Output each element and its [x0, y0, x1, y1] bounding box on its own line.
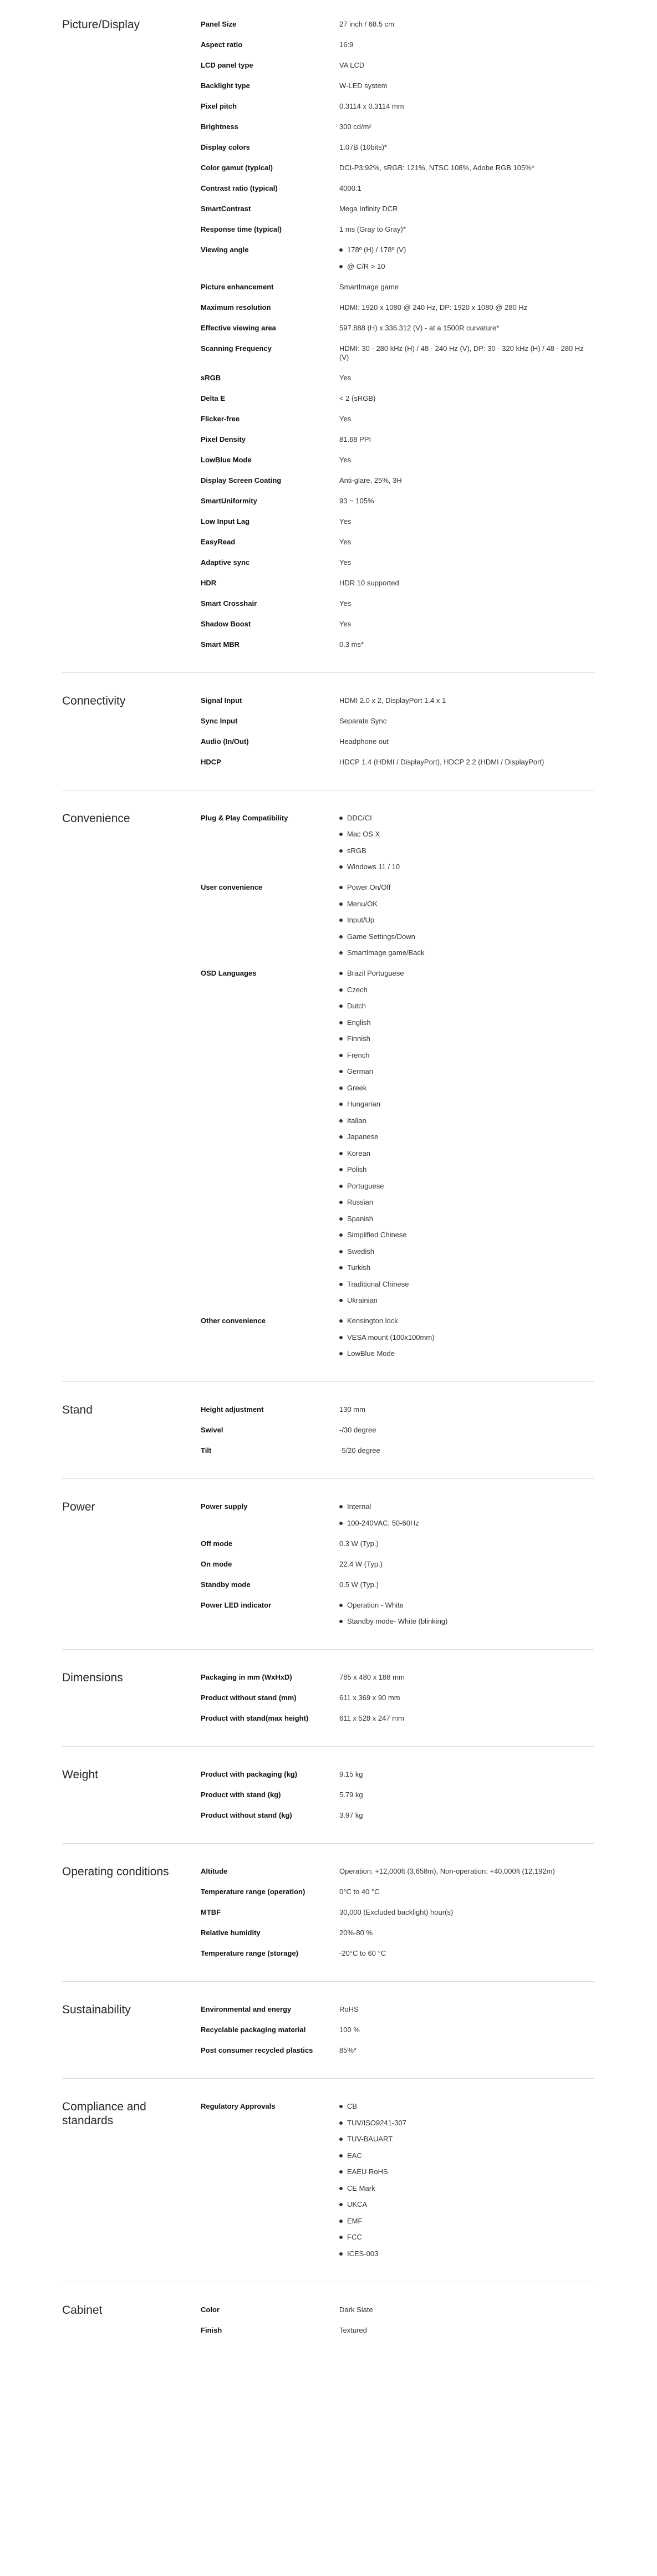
spec-label: Scanning Frequency [201, 344, 272, 353]
spec-value-list [339, 969, 594, 1305]
spec-label: HDR [201, 578, 217, 587]
section-title: Dimensions [62, 1671, 123, 1684]
spec-value: 0.3114 x 0.3114 mm [339, 102, 404, 110]
spec-label: EasyRead [201, 537, 236, 546]
spec-list-item: English [339, 1018, 594, 1027]
spec-row-regulatory-approvals [201, 2102, 594, 2258]
spec-label: Display Screen Coating [201, 476, 282, 484]
spec-row-recyclable-packaging-material [201, 2026, 594, 2034]
spec-label: LowBlue Mode [201, 455, 252, 464]
spec-rows [201, 20, 594, 649]
spec-list-item: FCC [339, 2233, 594, 2242]
spec-list-item: Mac OS X [339, 830, 594, 839]
spec-section-compliance-and-standards [62, 2102, 594, 2282]
spec-label: Swivel [201, 1426, 223, 1434]
spec-list-item: Japanese [339, 1133, 594, 1141]
spec-value: Yes [339, 414, 352, 423]
spec-list-item: Operation - White [339, 1601, 594, 1610]
spec-row-off-mode [201, 1539, 594, 1548]
spec-row-hdr [201, 579, 594, 588]
spec-list-item: TUV/ISO9241-307 [339, 2119, 594, 2128]
spec-label: Backlight type [201, 81, 250, 90]
spec-section-power [62, 1502, 594, 1650]
spec-label: sRGB [201, 373, 221, 382]
section-title: Power [62, 1501, 95, 1513]
spec-rows [201, 2102, 594, 2258]
spec-value: -20°C to 60 °C [339, 1949, 386, 1957]
spec-label: Adaptive sync [201, 558, 250, 567]
spec-value: HDCP 1.4 (HDMI / DisplayPort), HDCP 2.2 (HDMI / DisplayPort) [339, 757, 544, 766]
spec-rows [201, 1502, 594, 1626]
spec-value: 81.68 PPI [339, 435, 371, 443]
spec-list-item: French [339, 1051, 594, 1060]
spec-list-item: Swedish [339, 1247, 594, 1256]
spec-label: Post consumer recycled plastics [201, 2046, 313, 2054]
spec-row-standby-mode [201, 1580, 594, 1589]
spec-value: 1.07B (10bits)* [339, 143, 387, 151]
spec-value: 0.5 W (Typ.) [339, 1580, 379, 1589]
spec-label: Product with stand(max height) [201, 1714, 309, 1722]
spec-value: SmartImage game [339, 282, 399, 291]
spec-row-height-adjustment [201, 1405, 594, 1414]
spec-section-dimensions [62, 1673, 594, 1747]
spec-label: Environmental and energy [201, 2005, 292, 2013]
spec-row-pixel-density [201, 435, 594, 444]
spec-rows [201, 1405, 594, 1455]
spec-value: 0°C to 40 °C [339, 1888, 380, 1896]
spec-value [339, 883, 594, 957]
spec-label: Audio (In/Out) [201, 737, 249, 746]
spec-list-item: Spanish [339, 1215, 594, 1223]
spec-value: Mega Infinity DCR [339, 205, 398, 213]
spec-value: Yes [339, 599, 352, 608]
spec-label: SmartUniformity [201, 496, 257, 505]
spec-value: 0.3 W (Typ.) [339, 1539, 379, 1548]
spec-list-item: Simplified Chinese [339, 1231, 594, 1239]
section-title: Weight [62, 1768, 98, 1781]
spec-value-list [339, 246, 594, 271]
spec-row-environmental-and-energy [201, 2005, 594, 2014]
spec-label: On mode [201, 1559, 232, 1568]
section-title: Picture/Display [62, 18, 140, 31]
spec-label: Contrast ratio (typical) [201, 184, 278, 192]
spec-list-item: Power On/Off [339, 883, 594, 892]
spec-row-finish [201, 2326, 594, 2335]
spec-value [339, 2102, 594, 2258]
spec-label: Product with stand (kg) [201, 1791, 281, 1799]
spec-list-item: 100-240VAC, 50-60Hz [339, 1519, 594, 1528]
spec-list-item: Dutch [339, 1002, 594, 1011]
spec-label: Panel Size [201, 20, 237, 28]
spec-value: Yes [339, 455, 352, 464]
spec-value: Operation: +12,000ft (3,658m), Non-operation: +40,000ft (12,192m) [339, 1867, 555, 1875]
spec-label: Tilt [201, 1446, 212, 1455]
spec-label: Temperature range (operation) [201, 1888, 305, 1896]
spec-list-item: Traditional Chinese [339, 1280, 594, 1289]
spec-row-picture-enhancement [201, 283, 594, 292]
spec-row-backlight-type [201, 81, 594, 90]
section-title: Stand [62, 1404, 93, 1416]
spec-value: RoHS [339, 2005, 359, 2013]
spec-row-product-with-packaging-kg [201, 1770, 594, 1779]
spec-value-list [339, 1601, 594, 1626]
spec-value: 597.888 (H) x 336.312 (V) - at a 1500R curvature* [339, 323, 500, 332]
spec-list-item: Finnish [339, 1034, 594, 1043]
spec-section-picture-display [62, 20, 594, 673]
spec-row-on-mode [201, 1560, 594, 1569]
spec-value: Yes [339, 373, 352, 382]
spec-value: 300 cd/m² [339, 123, 371, 131]
spec-value: VA LCD [339, 61, 365, 69]
spec-label: Pixel Density [201, 435, 246, 443]
spec-row-display-colors [201, 143, 594, 152]
spec-value: 85%* [339, 2046, 357, 2054]
spec-rows [201, 696, 594, 767]
spec-value [339, 1601, 594, 1626]
spec-label: Signal Input [201, 696, 242, 705]
spec-rows [201, 1673, 594, 1723]
spec-list-item: German [339, 1067, 594, 1076]
spec-value: Yes [339, 558, 352, 567]
spec-list-item: Portuguese [339, 1182, 594, 1191]
spec-label: Sync Input [201, 716, 238, 725]
spec-value: 785 x 480 x 188 mm [339, 1673, 405, 1681]
spec-list-item: TUV-BAUART [339, 2135, 594, 2144]
spec-label: Low Input Lag [201, 517, 250, 526]
spec-rows [201, 2305, 594, 2335]
spec-list-item: 178º (H) / 178º (V) [339, 246, 594, 254]
spec-list-item: Internal [339, 1502, 594, 1511]
spec-list-item: Russian [339, 1198, 594, 1207]
spec-list-item: DDC/CI [339, 814, 594, 823]
spec-value: HDMI: 1920 x 1080 @ 240 Hz, DP: 1920 x 1080 @ 280 Hz [339, 303, 528, 312]
spec-value: 0.3 ms* [339, 640, 364, 649]
spec-row-smart-crosshair [201, 599, 594, 608]
spec-value: 27 inch / 68.5 cm [339, 20, 394, 28]
spec-list-item: Windows 11 / 10 [339, 863, 594, 871]
spec-row-post-consumer-recycled-plastics [201, 2046, 594, 2055]
spec-list-item: Czech [339, 986, 594, 994]
spec-list-item: ICES-003 [339, 2249, 594, 2258]
spec-list-item: Hungarian [339, 1100, 594, 1109]
spec-value: 3.97 kg [339, 1811, 363, 1819]
spec-row-adaptive-sync [201, 558, 594, 567]
spec-list-item: sRGB [339, 846, 594, 855]
spec-row-response-time-typical [201, 225, 594, 234]
spec-label: HDCP [201, 757, 221, 766]
spec-row-easyread [201, 538, 594, 547]
spec-list-item: Turkish [339, 1263, 594, 1272]
spec-label: Regulatory Approvals [201, 2102, 276, 2110]
spec-label: Plug & Play Compatibility [201, 813, 288, 822]
spec-section-sustainability [62, 2005, 594, 2079]
spec-value: Textured [339, 2325, 367, 2334]
spec-list-item: Greek [339, 1084, 594, 1093]
spec-label: Response time (typical) [201, 225, 282, 233]
spec-list-item: Brazil Portuguese [339, 969, 594, 978]
spec-row-power-led-indicator [201, 1601, 594, 1626]
spec-label: Product without stand (kg) [201, 1811, 292, 1819]
spec-label: Product with packaging (kg) [201, 1770, 298, 1778]
spec-label: Viewing angle [201, 246, 249, 254]
spec-label: Height adjustment [201, 1405, 264, 1414]
spec-section-operating-conditions [62, 1867, 594, 1982]
spec-value [339, 814, 594, 872]
spec-row-panel-size [201, 20, 594, 29]
spec-value: 16:9 [339, 40, 354, 49]
spec-label: Shadow Boost [201, 619, 251, 628]
spec-row-altitude [201, 1867, 594, 1876]
spec-label: Finish [201, 2325, 222, 2334]
spec-label: Smart Crosshair [201, 599, 257, 608]
section-title: Compliance and standards [62, 2100, 146, 2127]
spec-label: Temperature range (storage) [201, 1949, 299, 1957]
spec-label: Off mode [201, 1539, 233, 1548]
spec-label: OSD Languages [201, 969, 257, 977]
spec-value: 4000:1 [339, 184, 361, 192]
spec-value: Yes [339, 619, 352, 628]
spec-row-tilt [201, 1446, 594, 1455]
spec-value: 5.79 kg [339, 1791, 363, 1799]
spec-value [339, 969, 594, 1305]
spec-list-item: EAC [339, 2151, 594, 2160]
spec-row-osd-languages [201, 969, 594, 1305]
spec-row-swivel [201, 1426, 594, 1435]
spec-row-product-without-stand-mm [201, 1693, 594, 1702]
spec-label: Display colors [201, 143, 250, 151]
spec-value: 1 ms (Gray to Gray)* [339, 225, 406, 233]
spec-row-shadow-boost [201, 620, 594, 629]
spec-list-item: VESA mount (100x100mm) [339, 1333, 594, 1342]
spec-list-item: Polish [339, 1165, 594, 1174]
spec-row-power-supply [201, 1502, 594, 1528]
spec-list-item: Game Settings/Down [339, 932, 594, 941]
spec-value: Yes [339, 517, 352, 526]
spec-label: Maximum resolution [201, 303, 271, 312]
spec-value: 100 % [339, 2026, 360, 2034]
spec-value: Headphone out [339, 737, 389, 746]
spec-value: HDMI 2.0 x 2, DisplayPort 1.4 x 1 [339, 696, 446, 705]
spec-section-cabinet [62, 2305, 594, 2335]
spec-row-user-convenience [201, 883, 594, 957]
spec-rows [201, 2005, 594, 2055]
spec-label: Color [201, 2305, 220, 2314]
section-title: Sustainability [62, 2003, 131, 2016]
spec-value: 20%-80 % [339, 1929, 373, 1937]
spec-label: Other convenience [201, 1317, 266, 1325]
spec-section-convenience [62, 814, 594, 1383]
spec-row-scanning-frequency [201, 344, 594, 362]
spec-value: HDR 10 supported [339, 578, 399, 587]
section-title: Connectivity [62, 694, 126, 707]
spec-row-smartcontrast [201, 205, 594, 213]
spec-label: Packaging in mm (WxHxD) [201, 1673, 292, 1681]
spec-row-sync-input [201, 717, 594, 726]
spec-section-weight [62, 1770, 594, 1844]
spec-value: 93 ~ 105% [339, 496, 374, 505]
spec-section-stand [62, 1405, 594, 1479]
spec-value: 30,000 (Excluded backlight) hour(s) [339, 1908, 454, 1916]
spec-row-other-convenience [201, 1317, 594, 1358]
spec-list-item: Input/Up [339, 916, 594, 925]
spec-row-temperature-range-storage [201, 1949, 594, 1958]
spec-label: User convenience [201, 883, 263, 891]
spec-value: Yes [339, 537, 352, 546]
spec-list-item: Italian [339, 1116, 594, 1125]
section-title: Convenience [62, 812, 130, 825]
spec-label: Recyclable packaging material [201, 2026, 306, 2034]
spec-row-maximum-resolution [201, 303, 594, 312]
spec-list-item: UKCA [339, 2200, 594, 2209]
spec-value-list [339, 1317, 594, 1358]
section-title: Operating conditions [62, 1865, 169, 1878]
spec-row-smart-mbr [201, 640, 594, 649]
spec-row-product-with-stand-kg [201, 1791, 594, 1799]
spec-label: Altitude [201, 1867, 228, 1875]
spec-value: Anti-glare, 25%, 3H [339, 476, 402, 484]
spec-row-brightness [201, 123, 594, 131]
spec-list-item: Ukrainian [339, 1296, 594, 1305]
spec-value-list [339, 814, 594, 872]
spec-label: Delta E [201, 394, 226, 402]
spec-label: MTBF [201, 1908, 221, 1916]
spec-value [339, 246, 594, 271]
spec-label: Aspect ratio [201, 40, 243, 49]
spec-label: Pixel pitch [201, 102, 237, 110]
spec-value: 611 x 369 x 90 mm [339, 1693, 400, 1702]
spec-label: Standby mode [201, 1580, 251, 1589]
spec-value: 611 x 528 x 247 mm [339, 1714, 404, 1722]
spec-row-plug-play-compatibility [201, 814, 594, 872]
spec-label: Picture enhancement [201, 282, 274, 291]
spec-rows [201, 1770, 594, 1820]
spec-label: Power supply [201, 1502, 248, 1511]
spec-row-color-gamut-typical [201, 164, 594, 172]
spec-list-item: SmartImage game/Back [339, 948, 594, 957]
spec-row-audio-in-out [201, 737, 594, 746]
spec-row-delta-e [201, 394, 594, 403]
section-title: Cabinet [62, 2303, 103, 2317]
spec-value: DCI-P3:92%, sRGB: 121%, NTSC 108%, Adobe RGB 105%* [339, 164, 534, 172]
spec-list-item: Korean [339, 1149, 594, 1158]
spec-row-srgb [201, 374, 594, 382]
spec-value: Separate Sync [339, 716, 387, 725]
spec-row-flicker-free [201, 415, 594, 424]
spec-list-item: Standby mode- White (blinking) [339, 1617, 594, 1626]
spec-row-temperature-range-operation [201, 1888, 594, 1896]
spec-list-item: @ C/R > 10 [339, 262, 594, 271]
spec-row-lowblue-mode [201, 456, 594, 465]
spec-label: Product without stand (mm) [201, 1693, 297, 1702]
spec-label: Color gamut (typical) [201, 164, 273, 172]
spec-value [339, 1317, 594, 1358]
spec-value: 130 mm [339, 1405, 365, 1414]
spec-row-aspect-ratio [201, 40, 594, 49]
spec-value: 9.15 kg [339, 1770, 363, 1778]
spec-row-mtbf [201, 1908, 594, 1917]
spec-list-item: CE Mark [339, 2184, 594, 2193]
spec-list-item: Menu/OK [339, 900, 594, 909]
spec-value [339, 1502, 594, 1528]
spec-row-hdcp [201, 758, 594, 767]
spec-row-packaging-in-mm-wxhxd [201, 1673, 594, 1682]
spec-row-relative-humidity [201, 1929, 594, 1937]
spec-label: Effective viewing area [201, 323, 276, 332]
spec-value: -/30 degree [339, 1426, 376, 1434]
spec-row-viewing-angle [201, 246, 594, 271]
spec-label: Flicker-free [201, 414, 240, 423]
spec-value: HDMI: 30 - 280 kHz (H) / 48 - 240 Hz (V), DP: 30 - 320 kHz (H) / 48 - 280 Hz (V) [339, 344, 584, 361]
spec-label: Brightness [201, 123, 238, 131]
spec-row-low-input-lag [201, 517, 594, 526]
spec-row-signal-input [201, 696, 594, 705]
spec-label: Power LED indicator [201, 1600, 272, 1609]
spec-value-list [339, 1502, 594, 1528]
spec-row-effective-viewing-area [201, 324, 594, 333]
spec-list-item: EAEU RoHS [339, 2167, 594, 2176]
spec-section-connectivity [62, 696, 594, 790]
spec-value-list [339, 883, 594, 957]
spec-value: < 2 (sRGB) [339, 394, 376, 402]
spec-value: W-LED system [339, 81, 388, 90]
spec-row-pixel-pitch [201, 102, 594, 111]
spec-list-item: Kensington lock [339, 1317, 594, 1325]
spec-label: Relative humidity [201, 1929, 261, 1937]
spec-row-color [201, 2305, 594, 2314]
spec-list-item: EMF [339, 2217, 594, 2226]
spec-row-contrast-ratio-typical [201, 184, 594, 193]
spec-label: SmartContrast [201, 205, 251, 213]
spec-value: 22.4 W (Typ.) [339, 1559, 383, 1568]
spec-list-item: LowBlue Mode [339, 1349, 594, 1358]
spec-row-display-screen-coating [201, 476, 594, 485]
spec-label: Smart MBR [201, 640, 240, 649]
spec-value: -5/20 degree [339, 1446, 380, 1455]
spec-rows [201, 814, 594, 1359]
spec-row-lcd-panel-type [201, 61, 594, 70]
spec-value: Dark Slate [339, 2305, 373, 2314]
spec-list-item: CB [339, 2102, 594, 2111]
spec-row-product-without-stand-kg [201, 1811, 594, 1820]
spec-value-list [339, 2102, 594, 2258]
spec-label: LCD panel type [201, 61, 253, 69]
spec-rows [201, 1867, 594, 1958]
spec-row-smartuniformity [201, 497, 594, 506]
spec-row-product-with-stand-max-height [201, 1714, 594, 1723]
